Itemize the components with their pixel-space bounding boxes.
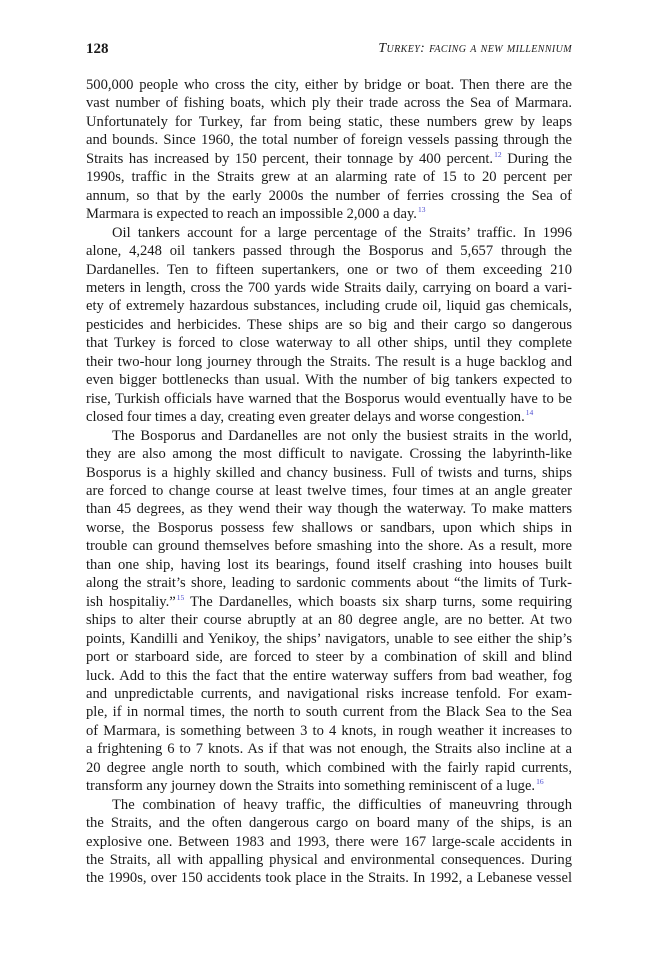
text-line: are forced to change course at least twelve times, four times at an angle greater [86,482,572,499]
text-line: than 45 degrees, as they wend their way though the waterway. To make matters [86,501,572,518]
text-line [86,593,572,611]
text-line: the Straits, all with appalling physical and environmental consequences. During [86,852,572,869]
text-line: even bigger bottlenecks than usual. With the number of big tankers expected to [86,372,572,389]
body-text [86,76,572,888]
text-segment: transform any journey down the Straits into something reminiscent of a luge. [86,778,536,795]
text-line: Unfortunately for Turkey, far from being static, these numbers grew by leaps [86,113,572,130]
text-segment: ish hospitaliy.” [86,593,176,610]
text-line: the Straits, and the often dangerous cargo on board many of the ships, is an [86,815,572,832]
text-line: that Turkey is forced to close waterway to all other ships, until they complete [86,335,572,352]
text-line [86,205,572,223]
text-line: pesticides and herbicides. These ships are so big and their cargo so dangerous [86,316,572,333]
text-line [86,150,572,168]
text-line: and bounds. Since 1960, the total number of foreign vessels passing through the [86,132,572,149]
text-line: meters in length, cross the 700 yards wide Straits daily, carrying on board a vari- [86,279,572,296]
text-line: The Bosporus and Dardanelles are not only the busiest straits in the world, [112,427,572,444]
text-line: Oil tankers account for a large percentage of the Straits’ traffic. In 1996 [112,224,572,241]
text-segment: Straits has increased by 150 percent, their tonnage by 400 percent. [86,150,494,167]
text-line: annum, so that by the early 2000s the number of ferries crossing the Sea of [86,187,572,204]
text-line: port or starboard side, are forced to steer by a combination of skill and blind [86,649,572,666]
text-segment: The Dardanelles, which boasts six sharp turns, some requiring [184,593,572,610]
text-segment: closed four times a day, creating even greater delays and worse congestion. [86,409,525,426]
text-line: 1990s, traffic in the Straits grew at an alarming rate of 15 to 20 percent per [86,169,572,186]
text-line: along the strait’s shore, leading to sardonic comments about “the limits of Turk- [86,575,572,592]
footnote-marker-14[interactable]: 14 [525,408,534,418]
text-line: vast number of fishing boats, which ply their trade across the Sea of Marmara. [86,95,572,112]
footnote-marker-15[interactable]: 15 [176,592,185,602]
text-line: luck. Add to this the fact that the entire waterway suffers from bad weather, fog [86,667,572,684]
text-line: trouble can ground themselves before smashing into the shore. As a result, more [86,538,572,555]
text-line: they are also among the most difficult to navigate. Crossing the labyrinth-like [86,446,572,463]
text-line: 500,000 people who cross the city, either by bridge or boat. Then there are the [86,77,572,93]
text-line: of Marmara, is something between 3 to 4 knots, in rough weather it increases to [86,722,572,739]
text-line: The combination of heavy traffic, the difficulties of maneuvring through [112,796,572,813]
text-line: worse, the Bosporus possess few shallows or sandbars, upon which ships in [86,519,572,536]
paragraph-3 [86,427,572,796]
text-line: Dardanelles. Ten to fifteen supertankers, one or two of them exceeding 210 [86,261,572,278]
text-line: the 1990s, over 150 accidents took place in the Straits. In 1992, a Lebanese vessel [86,870,572,887]
text-line [86,777,572,795]
footnote-marker-13[interactable]: 13 [417,205,426,215]
text-line: ety of extremely hazardous substances, including crude oil, liquid gas chemicals, [86,298,572,315]
text-line: a frightening 6 to 7 knots. As if that was not enough, the Straits also incline at a [86,741,572,758]
text-line: than one ship, having lost its bearings, found itself crashing into houses built [86,556,572,573]
text-line: ships to alter their course abruptly at an 80 degree angle, are no better. At two [86,612,572,629]
running-head: Turkey: facing a new millennium [378,41,572,56]
paragraph-4 [86,796,572,888]
text-line: and unpredictable currents, and navigational risks increase tenfold. For exam- [86,685,572,702]
paragraph-2 [86,224,572,427]
text-segment: Marmara is expected to reach an impossible 2,000 a day. [86,206,417,223]
text-line: explosive one. Between 1983 and 1993, there were 167 large-scale accidents in [86,833,572,850]
text-segment: During the [501,150,572,167]
footnote-marker-16[interactable]: 16 [536,777,544,787]
text-line: rise, Turkish officials have warned that the Bosporus would eventually have to be [86,390,572,407]
text-line: ple, if in normal times, the north to south current from the Black Sea to the Sea [86,704,572,721]
page-number: 128 [86,41,109,57]
paragraph-1 [86,76,572,224]
text-line: Bosporus is a highly skilled and chancy business. Full of twists and turns, ships [86,464,572,481]
text-line [86,408,572,426]
text-line: their two-hour long journey through the Straits. The result is a huge backlog and [86,353,572,370]
text-line: alone, 4,248 oil tankers passed through the Bosporus and 5,657 through the [86,243,572,260]
text-line: 20 degree angle north to south, which combined with the fairly rapid currents, [86,759,572,776]
text-line: points, Kandilli and Yenikoy, the ships’ navigators, unable to see either the ship’s [86,630,572,647]
footnote-marker-12[interactable]: 12 [494,149,502,159]
page-header [86,41,572,61]
